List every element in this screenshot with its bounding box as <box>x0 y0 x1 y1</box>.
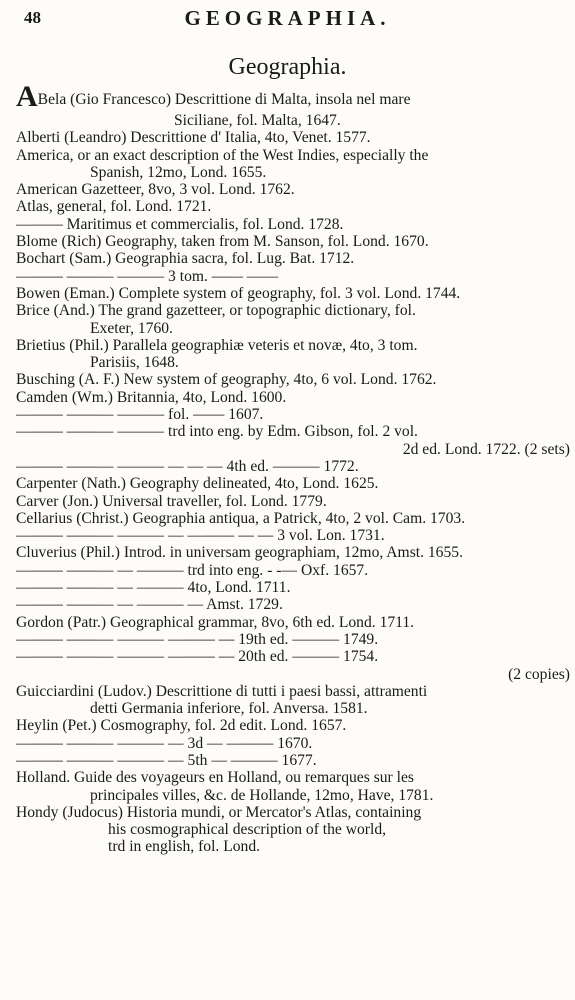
entry-line: Atlas, general, fol. Lond. 1721. <box>16 198 212 216</box>
entry-line: Guicciardini (Ludov.) Descrittione di tutti i paesi bassi, attramenti <box>16 682 428 700</box>
entry-line: American Gazetteer, 8vo, 3 vol. Lond. 1762. <box>16 181 295 199</box>
entry-line: trd in english, fol. Lond. <box>108 838 261 856</box>
entry-line: Holland. Guide des voyageurs en Holland, ou remarques sur les <box>16 769 414 787</box>
entry-line: ——— Maritimus et commercialis, fol. Lond. 1728. <box>16 215 344 233</box>
entry-line: ABela (Gio Francesco) Descrittione di Malta, insola nel mare <box>16 80 411 113</box>
entry-line: Hondy (Judocus) Historia mundi, or Mercator's Atlas, containing <box>16 803 422 821</box>
running-title: GEOGRAPHIA. <box>184 6 391 30</box>
entry-line: ——— ——— — ——— trd into eng. - -— Oxf. 1657. <box>16 561 369 579</box>
entry-line: Siciliane, fol. Malta, 1647. <box>174 112 341 129</box>
page-number: 48 <box>24 8 41 27</box>
entry-line: Blome (Rich) Geography, taken from M. Sanson, fol. Lond. 1670. <box>16 233 429 251</box>
entry-line: ——— ——— ——— — 3d — ——— 1670. <box>16 734 313 752</box>
entry-line: ——— ——— ——— — 5th — ——— 1677. <box>16 751 317 769</box>
catalogue-entries <box>16 80 570 856</box>
drop-cap: A <box>16 80 38 113</box>
section-title: Geographia. <box>228 54 347 80</box>
entry-line: Exeter, 1760. <box>90 319 173 337</box>
entry-line: ——— ——— ——— — ——— — — 3 vol. Lon. 1731. <box>16 527 385 545</box>
entry-line: ——— ——— ——— 3 tom. —— —— <box>16 267 279 285</box>
running-head <box>0 6 575 32</box>
entry-line: America, or an exact description of the West Indies, especially the <box>16 146 429 164</box>
entry-line: Carver (Jon.) Universal traveller, fol. Lond. 1779. <box>16 492 327 510</box>
entry-line: ——— ——— — ——— 4to, Lond. 1711. <box>16 579 291 597</box>
entry-line: ——— ——— ——— ——— — 19th ed. ——— 1749. <box>16 630 379 648</box>
entry-line: Busching (A. F.) New system of geography, 4to, 6 vol. Lond. 1762. <box>16 371 437 389</box>
entry-line: his cosmographical description of the world, <box>108 821 387 839</box>
entry-line: Cluverius (Phil.) Introd. in universam geographiam, 12mo, Amst. 1655. <box>16 544 463 562</box>
entry-line: Bochart (Sam.) Geographia sacra, fol. Lug. Bat. 1712. <box>16 250 355 268</box>
entry-line: Brice (And.) The grand gazetteer, or topographic dictionary, fol. <box>16 302 416 320</box>
entry-line: ——— ——— ——— fol. —— 1607. <box>16 406 264 424</box>
entry-line: ——— ——— ——— — — — 4th ed. ——— 1772. <box>16 457 359 475</box>
entry-line: 2d ed. Lond. 1722. (2 sets) <box>402 440 570 458</box>
entry-line: ——— ——— ——— trd into eng. by Edm. Gibson, fol. 2 vol. <box>16 423 418 441</box>
entry-line: detti Germania inferiore, fol. Anversa. 1581. <box>90 700 368 718</box>
entry-line: Bowen (Eman.) Complete system of geography, fol. 3 vol. Lond. 1744. <box>16 284 461 302</box>
entry-line: Cellarius (Christ.) Geographia antiqua, a Patrick, 4to, 2 vol. Cam. 1703. <box>16 509 466 527</box>
entry-line: Heylin (Pet.) Cosmography, fol. 2d edit. Lond. 1657. <box>16 717 347 735</box>
entry-line: ——— ——— — ——— — Amst. 1729. <box>16 596 283 614</box>
entry-line: Carpenter (Nath.) Geography delineated, 4to, Lond. 1625. <box>16 475 379 493</box>
entry-line: ——— ——— ——— ——— — 20th ed. ——— 1754. <box>16 648 379 666</box>
entry-line: Gordon (Patr.) Geographical grammar, 8vo, 6th ed. Lond. 1711. <box>16 613 415 631</box>
entry-line: (2 copies) <box>508 665 570 683</box>
entry-line: principales villes, &c. de Hollande, 12mo, Have, 1781. <box>90 786 434 804</box>
entry-line: Brietius (Phil.) Parallela geographiæ veteris et novæ, 4to, 3 tom. <box>16 336 418 354</box>
entry-line: Spanish, 12mo, Lond. 1655. <box>90 163 267 181</box>
entry-line: Camden (Wm.) Britannia, 4to, Lond. 1600. <box>16 388 287 406</box>
entry-line: Alberti (Leandro) Descrittione d' Italia, 4to, Venet. 1577. <box>16 129 371 147</box>
entry-line: Parisiis, 1648. <box>90 354 179 372</box>
